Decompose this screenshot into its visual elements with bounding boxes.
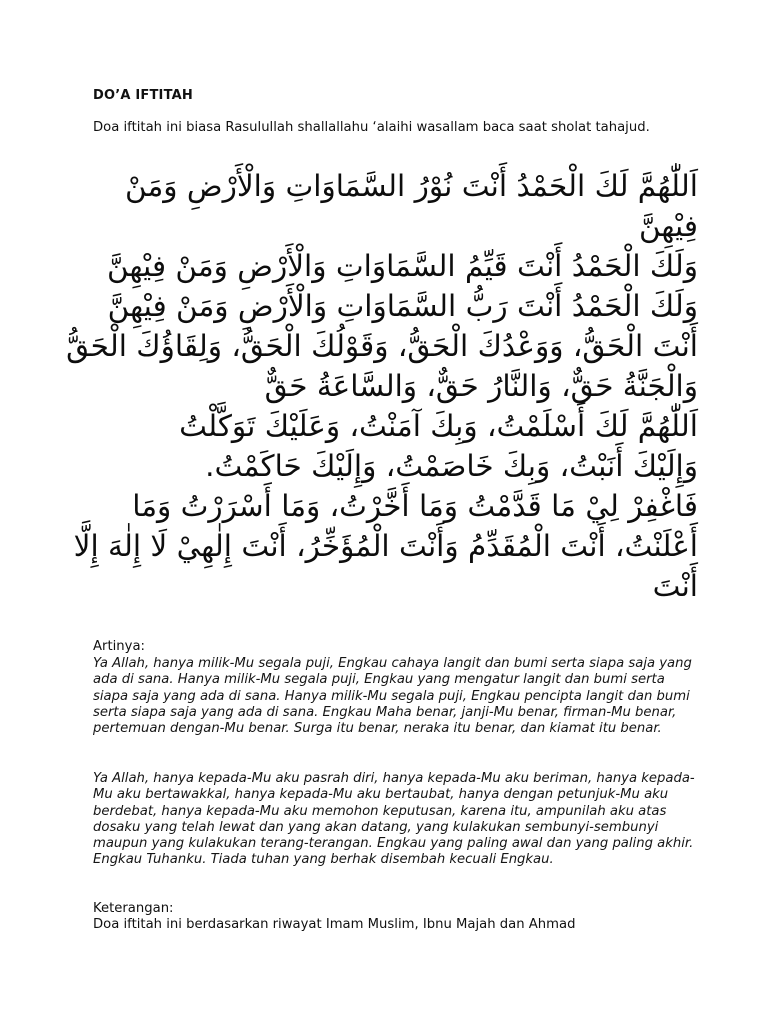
arabic-line: أَنْتَ الْحَقُّ، وَوَعْدُكَ الْحَقُّ، وَقَوْلُكَ الْحَقُّ، وَلِقَاؤُكَ الْحَقُّ [66, 329, 698, 363]
translation-paragraph: Ya Allah, hanya kepada-Mu aku pasrah diri, hanya kepada-Mu aku beriman, hanya kepada-Mu aku bertawakkal, hanya kepada-Mu aku bertaubat, hanya dengan petunjuk-Mu aku berdebat, hanya kepada-Mu aku memohon keputusan, karena itu, ampunilah aku atas dosaku yang telah lewat dan yang akan datang, yang kulakukan sembunyi-sembunyi maupun yang kulakukan terang-terangan. Engkau yang paling awal dan yang paling akhir. Engkau Tuhanku. Tiada tuhan yang berhak disembah kecuali Engkau. [93, 771, 695, 868]
notes-text: Doa iftitah ini berdasarkan riwayat Imam Muslim, Ibnu Majah dan Ahmad [93, 917, 576, 932]
document-page [66, 0, 698, 1024]
intro-paragraph: Doa iftitah ini biasa Rasulullah shallallahu ‘alaihi wasallam baca saat sholat tahajud. [93, 120, 650, 135]
arabic-line: فَاغْفِرْ لِيْ مَا قَدَّمْتُ وَمَا أَخَّرْتُ، وَمَا أَسْرَرْتُ وَمَا أَعْلَنْتُ، أَنْتَ الْمُقَدِّمُ وَأَنْتَ الْمُؤَخِّرُ، أَنْتَ إِلٰهِيْ لَا إِلٰهَ إِلَّا أَنْتَ [73, 489, 698, 603]
arabic-line: اَللّٰهُمَّ لَكَ الْحَمْدُ أَنْتَ نُوْرُ السَّمَاوَاتِ وَالْأَرْضِ وَمَنْ فِيْهِنَّ [125, 169, 698, 243]
translation-paragraph: Ya Allah, hanya milik-Mu segala puji, Engkau cahaya langit dan bumi serta siapa saja yang ada di sana. Hanya milik-Mu segala puji, Engkau yang mengatur langit dan bumi serta siapa saja yang ada di sana. Hanya milik-Mu segala puji, Engkau pencipta langit dan bumi serta siapa saja yang ada di sana. Engkau Maha benar, janji-Mu benar, firman-Mu benar, pertemuan dengan-Mu benar. Surga itu benar, neraka itu benar, dan kiamat itu benar. [93, 656, 692, 737]
arabic-line: وَإِلَيْكَ أَنَبْتُ، وَبِكَ خَاصَمْتُ، وَإِلَيْكَ حَاكَمْتُ. [205, 449, 698, 483]
arabic-line: اَللّٰهُمَّ لَكَ أَسْلَمْتُ، وَبِكَ آمَنْتُ، وَعَلَيْكَ تَوَكَّلْتُ [179, 409, 698, 443]
arabic-line: وَلَكَ الْحَمْدُ أَنْتَ قَيِّمُ السَّمَاوَاتِ وَالْأَرْضِ وَمَنْ فِيْهِنَّ [106, 249, 698, 283]
arabic-line: وَلَكَ الْحَمْدُ أَنْتَ رَبُّ السَّمَاوَاتِ وَالْأَرْضِ وَمَنْ فِيْهِنَّ [107, 289, 698, 323]
notes-heading: Keterangan: [93, 901, 174, 916]
document-title: DO’A IFTITAH [93, 88, 193, 103]
translation-heading: Artinya: [93, 639, 145, 654]
arabic-prayer-text [63, 166, 698, 606]
arabic-line: وَالْجَنَّةُ حَقٌّ، وَالنَّارُ حَقٌّ، وَالسَّاعَةُ حَقٌّ [264, 369, 698, 403]
